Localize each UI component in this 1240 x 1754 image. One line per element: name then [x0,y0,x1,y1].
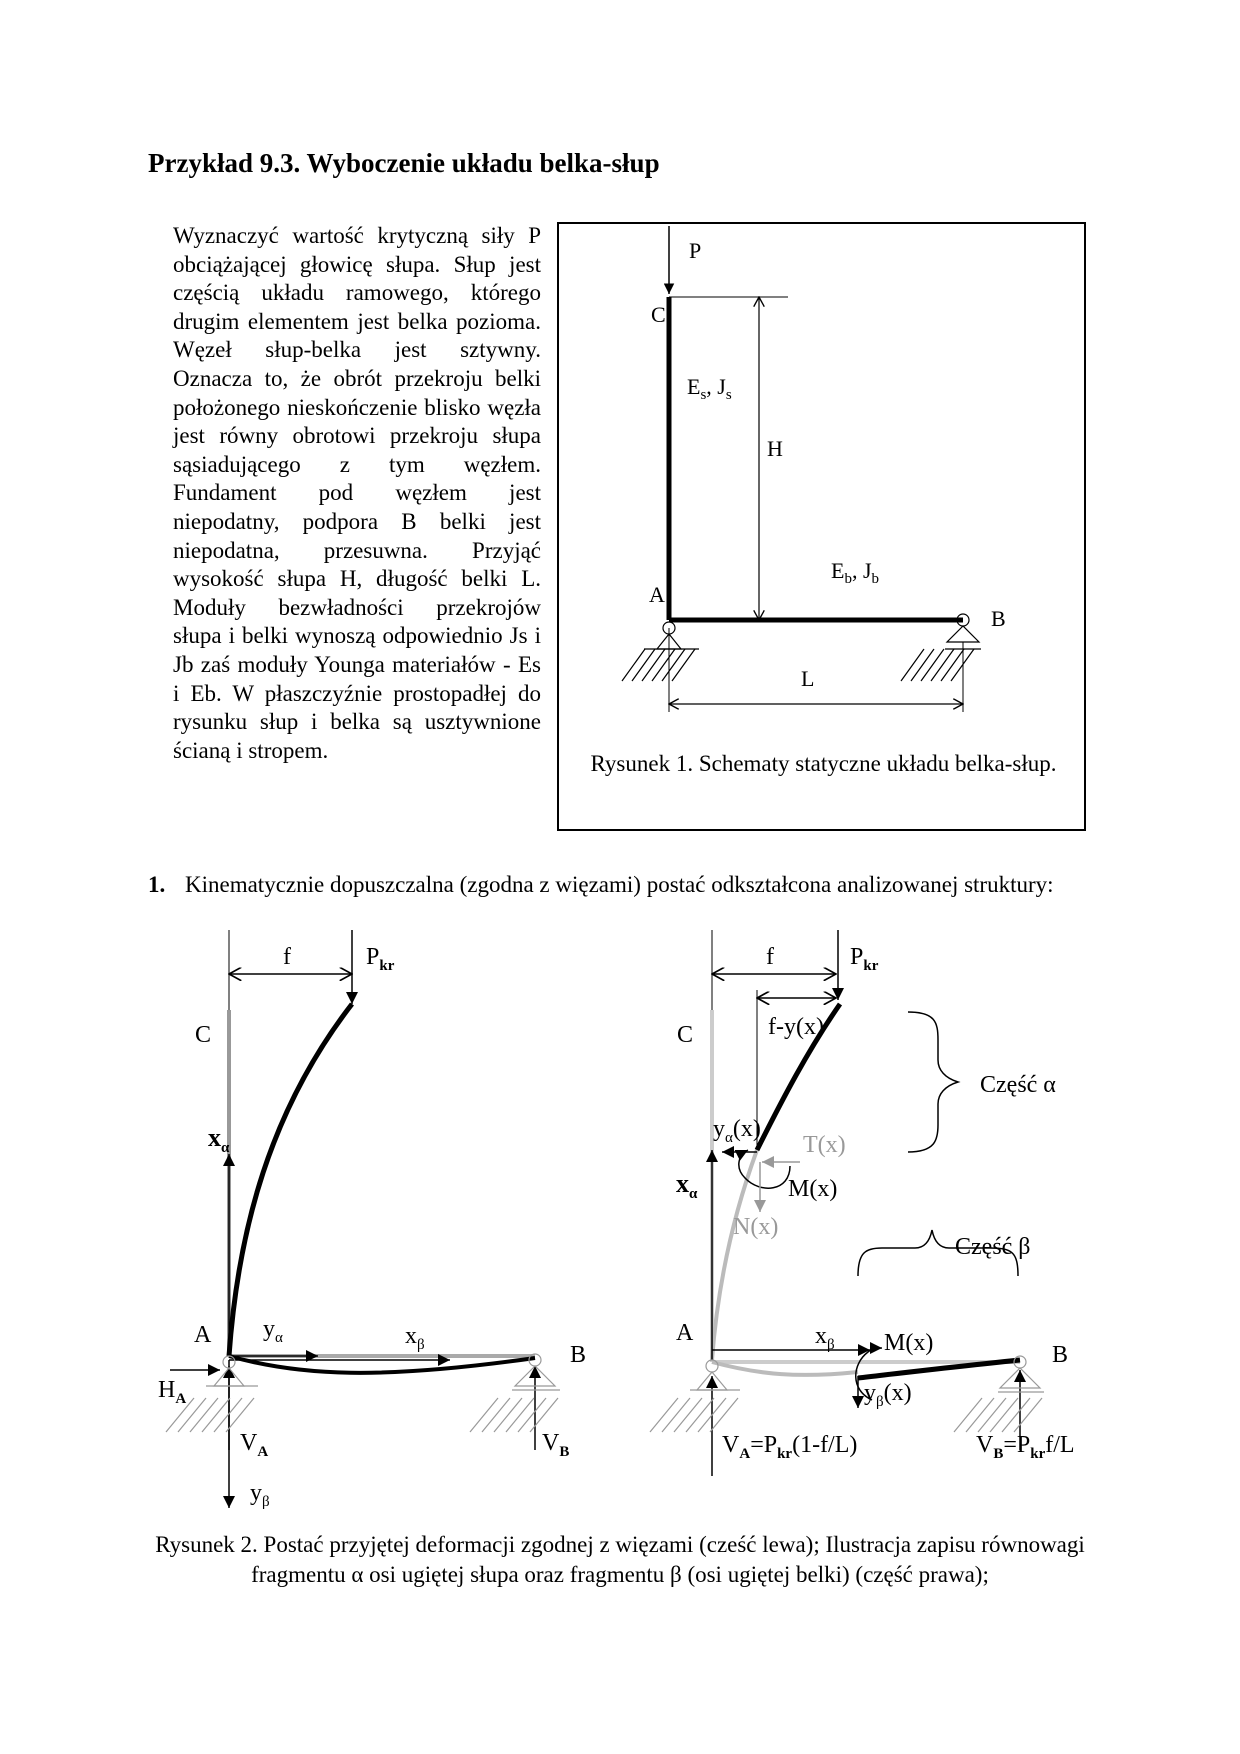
figure-2-left [158,930,586,1510]
figure-2-diagram [0,930,1240,1530]
left-label-va: $V_A$ [240,1430,269,1460]
right-label-x-beta: $x_\beta$ [815,1323,835,1353]
left-label-b: B [570,1342,587,1368]
label-p: P [689,238,702,263]
right-label-c: C [677,1022,694,1048]
right-label-m-column: M(x) [788,1176,838,1202]
left-label-x-alpha: $x_\alpha$ [208,1123,230,1156]
label-a: A [649,582,665,607]
right-label-b: B [1052,1342,1069,1368]
left-label-ha: $H_A$ [158,1377,187,1407]
left-label-x-beta: $x_\beta$ [405,1323,425,1353]
step-text: Kinematycznie dopuszczalna (zgodna z więzami) postać odkształcona analizowanej struktury: [185,872,1054,897]
right-support-a [650,1360,740,1432]
label-h: H [767,436,783,461]
figure-1-diagram [559,224,1088,833]
left-label-a: A [194,1322,212,1348]
figure-2-right [650,930,1075,1476]
left-label-y-beta: $y_\beta$ [250,1480,270,1510]
left-label-y-alpha: $y_\alpha$ [263,1316,283,1346]
right-label-t: T(x) [803,1132,846,1158]
right-label-n: N(x) [733,1214,779,1240]
label-b: B [991,606,1006,631]
right-label-f: f [766,944,774,970]
left-label-c: C [195,1022,212,1048]
figure-2-caption: Rysunek 2. Postać przyjętej deformacji zgodnej z więzami (cześć lewa); Ilustracja zapisu równowagi fragmentu α osi ugiętej słupa oraz fragmentu β (osi ugiętej belki) (część prawa); [155,1532,1085,1587]
right-label-va: $V_A=P_{kr}(1-f/L)$ [722,1432,858,1462]
right-label-m-beam: M(x) [884,1330,934,1356]
left-label-vb: $V_B$ [542,1430,570,1460]
right-label-f-minus-y: f-y(x) [768,1014,824,1040]
support-b-roller [901,614,981,681]
left-label-pkr: $P_{kr}$ [366,944,395,974]
right-label-czesc-beta: Część β [955,1234,1031,1260]
label-c: C [651,302,666,327]
left-deformed-column [229,1004,352,1356]
left-label-f: f [283,944,291,970]
page-title: Przykład 9.3. Wyboczenie układu belka-słup [148,148,660,178]
figure-1-caption: Rysunek 1. Schematy statyczne układu belka-słup. [590,751,1057,776]
label-es-js: $E_s$, $J_s$ [687,374,732,403]
brace-alpha [908,1012,958,1152]
right-label-y-beta: $y_\beta(x)$ [864,1380,912,1410]
label-l: L [801,666,815,691]
right-label-vb: $V_B=P_{kr}f/L$ [976,1432,1075,1462]
right-label-pkr: $P_{kr}$ [850,944,879,974]
right-label-y-alpha: $y_\alpha(x)$ [713,1116,761,1146]
label-eb-jb: $E_b$, $J_b$ [831,558,880,587]
left-deformed-beam [229,1356,535,1373]
right-label-x-alpha: $x_\alpha$ [676,1169,698,1202]
right-label-a: A [676,1320,694,1346]
right-label-czesc-alpha: Część α [980,1072,1056,1098]
figure-1 [557,222,1086,831]
intro-paragraph: Wyznaczyć wartość krytyczną siły P obciążającej głowicę słupa. Słup jest częścią układu ramowego, którego drugim elementem jest belka pozioma. Węzeł słup-belka jest sztywny. Oznacza to, że obrót przekroju belki położonego nieskończenie blisko węzła jest równy obrotowi przekroju słupa sąsiadującego z tym węzłem. Fundament pod węzłem jest niepodatny, podpora B belki jest niepodatna, przesuwna. Przyjąć wysokość słupa H, długość belki L. Moduły bezwładności przekrojów słupa i belki wynoszą odpowiednio Js i Jb zaś moduły Younga materiałów - Es i Eb. W płaszczyźnie prostopadłej do rysunku słup i belka są usztywnione ścianą i stropem. [173,223,541,763]
support-a-pin [622,622,699,681]
step-number: 1. [148,872,166,897]
